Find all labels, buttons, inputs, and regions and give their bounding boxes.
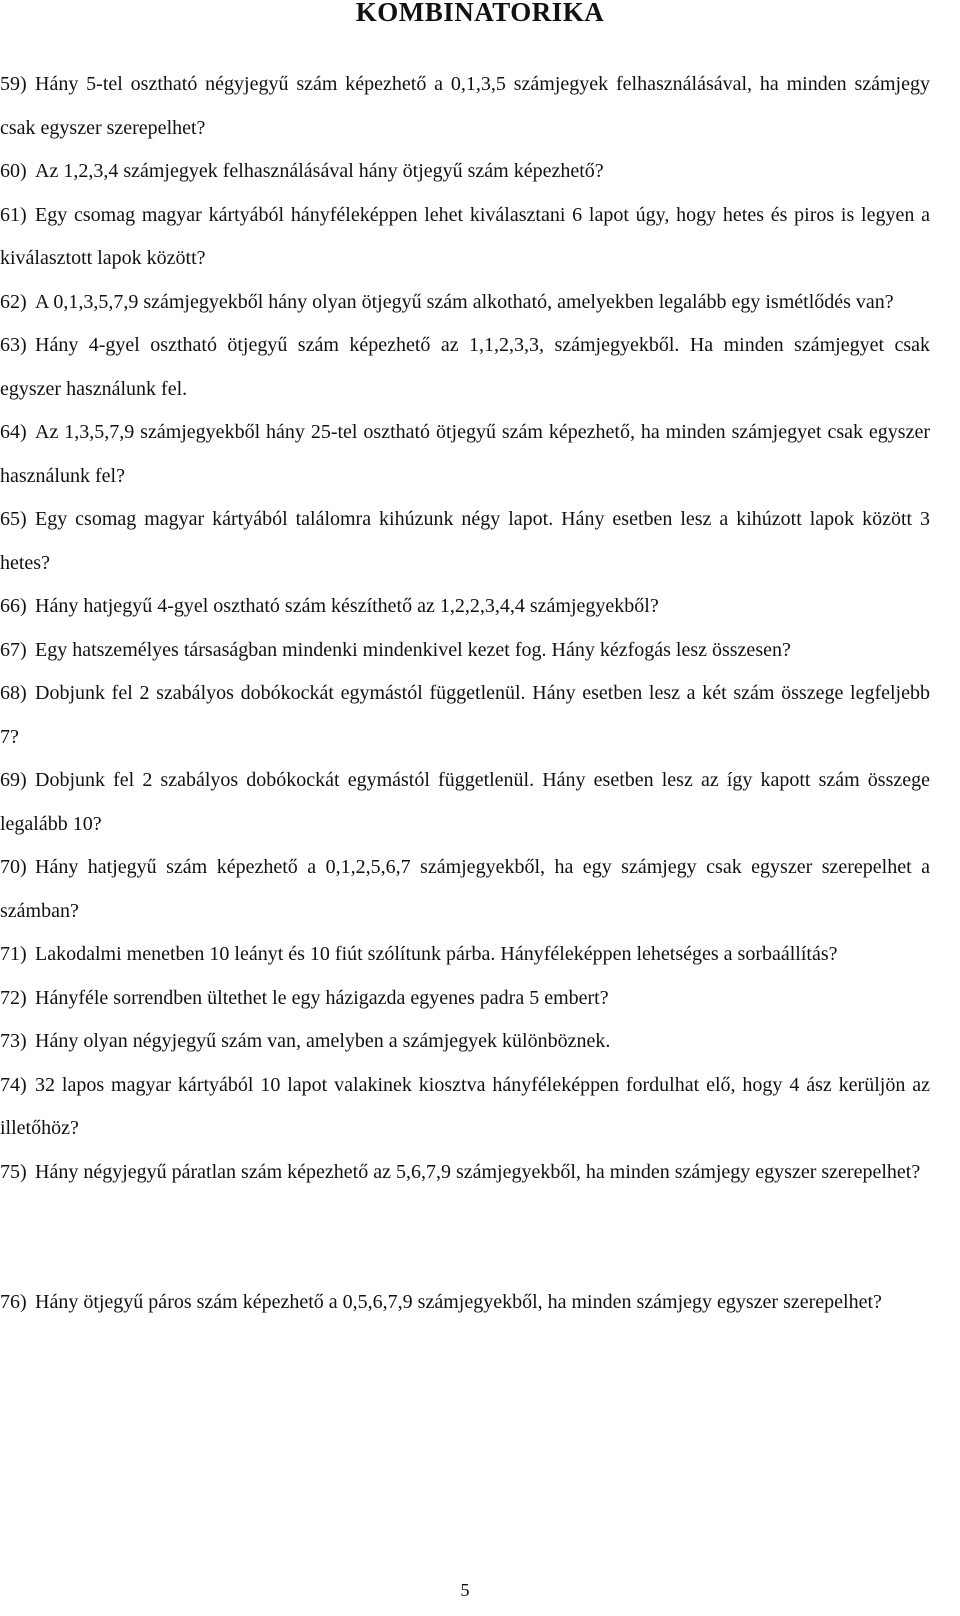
problem-text: Hányféle sorrendben ültethet le egy házigazda egyenes padra 5 embert?	[35, 986, 609, 1009]
problem-64	[0, 411, 930, 498]
problem-text: Hány hatjegyű 4-gyel osztható szám készíthető az 1,2,2,3,4,4 számjegyekből?	[35, 595, 659, 617]
problem-text: Az 1,2,3,4 számjegyek felhasználásával hány ötjegyű szám képezhető?	[35, 160, 604, 182]
problem-text: Dobjunk fel 2 szabályos dobókockát egymástól függetlenül. Hány esetben lesz a két szám összege legfeljebb 7?	[0, 682, 930, 748]
problem-list	[0, 63, 930, 1325]
problem-text: Egy csomag magyar kártyából hányféleképpen lehet kiválasztani 6 lapot úgy, hogy hetes és piros is legyen a kiválasztott lapok között?	[0, 203, 930, 269]
page-number: 5	[460, 1580, 470, 1600]
problem-text: A 0,1,3,5,7,9 számjegyekből hány olyan ötjegyű szám alkotható, amelyekben legalább egy ismétlődés van?	[35, 290, 894, 313]
problem-number: 67)	[0, 638, 27, 661]
problem-number: 59)	[0, 73, 27, 95]
problem-number: 70)	[0, 856, 27, 878]
problem-number: 76)	[0, 1291, 27, 1313]
problem-71	[0, 933, 930, 977]
problem-text: Hány 5-tel osztható négyjegyű szám képezhető a 0,1,3,5 számjegyek felhasználásával, ha minden számjegy csak egyszer szerepelhet?	[0, 73, 930, 139]
problem-59	[0, 63, 930, 150]
spacer	[0, 1238, 930, 1282]
problem-number: 61)	[0, 203, 27, 226]
problem-text: Az 1,3,5,7,9 számjegyekből hány 25-tel osztható ötjegyű szám képezhető, ha minden számjegyet csak egyszer használunk fel?	[0, 421, 930, 487]
problem-text: Egy hatszemélyes társaságban mindenki mindenkivel kezet fog. Hány kézfogás lesz összesen?	[35, 638, 791, 661]
problem-text: Egy csomag magyar kártyából találomra kihúzunk négy lapot. Hány esetben lesz a kihúzott lapok között 3 hetes?	[0, 508, 930, 574]
problem-70	[0, 846, 930, 933]
problem-72	[0, 977, 930, 1021]
page-title: KOMBINATORIKA	[355, 0, 605, 27]
problem-text: Hány olyan négyjegyű szám van, amelyben a számjegyek különböznek.	[35, 1030, 611, 1052]
problem-68	[0, 672, 930, 759]
problem-number: 69)	[0, 769, 27, 791]
problem-number: 75)	[0, 1160, 27, 1183]
problem-62	[0, 281, 930, 325]
problem-text: 32 lapos magyar kártyából 10 lapot valakinek kiosztva hányféleképpen fordulhat elő, hogy 4 ász kerüljön az illetőhöz?	[0, 1073, 930, 1139]
problem-number: 63)	[0, 334, 27, 356]
problem-61	[0, 194, 930, 281]
problem-number: 62)	[0, 290, 27, 313]
problem-76	[0, 1281, 930, 1325]
problem-text: Hány négyjegyű páratlan szám képezhető az 5,6,7,9 számjegyekből, ha minden számjegy egyszer szerepelhet?	[35, 1160, 921, 1183]
problem-text: Hány hatjegyű szám képezhető a 0,1,2,5,6,7 számjegyekből, ha egy számjegy csak egyszer szerepelhet a számban?	[0, 856, 930, 922]
problem-60	[0, 150, 930, 194]
problem-number: 60)	[0, 160, 27, 182]
problem-75	[0, 1151, 930, 1195]
problem-number: 73)	[0, 1030, 27, 1052]
problem-number: 71)	[0, 943, 27, 965]
problem-69	[0, 759, 930, 846]
problem-number: 65)	[0, 508, 27, 530]
problem-67	[0, 629, 930, 673]
problem-text: Hány 4-gyel osztható ötjegyű szám képezhető az 1,1,2,3,3, számjegyekből. Ha minden számjegyet csak egyszer használunk fel.	[0, 334, 930, 400]
problem-63	[0, 324, 930, 411]
problem-number: 66)	[0, 595, 27, 617]
problem-text: Hány ötjegyű páros szám képezhető a 0,5,6,7,9 számjegyekből, ha minden számjegy egyszer szerepelhet?	[35, 1291, 882, 1313]
problem-66	[0, 585, 930, 629]
problem-text: Dobjunk fel 2 szabályos dobókockát egymástól függetlenül. Hány esetben lesz az így kapott szám összege legalább 10?	[0, 769, 930, 835]
problem-number: 68)	[0, 682, 27, 704]
problem-74	[0, 1064, 930, 1151]
problem-65	[0, 498, 930, 585]
problem-73	[0, 1020, 930, 1064]
spacer	[0, 1194, 930, 1238]
problem-number: 72)	[0, 986, 27, 1009]
problem-number: 74)	[0, 1073, 27, 1096]
problem-number: 64)	[0, 421, 27, 443]
problem-text: Lakodalmi menetben 10 leányt és 10 fiút szólítunk párba. Hányféleképpen lehetséges a sorbaállítás?	[35, 943, 838, 965]
